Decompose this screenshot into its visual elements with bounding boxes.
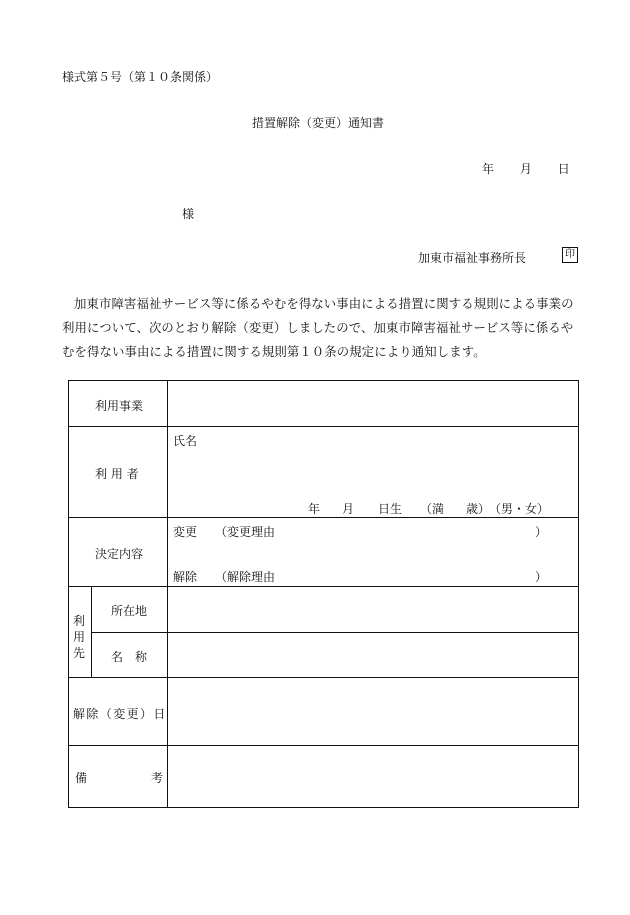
column-divider — [91, 586, 92, 677]
cancel-reason-label: （解除理由 — [215, 570, 276, 584]
addressee-suffix: 様 — [182, 207, 195, 221]
date-year-label: 年 — [482, 162, 495, 176]
issue-date — [482, 160, 570, 177]
seal-mark: 印 — [562, 247, 578, 263]
destination-name-field[interactable] — [171, 645, 576, 665]
user-label: 利 用 者 — [95, 467, 139, 481]
destination-address-field[interactable] — [171, 599, 576, 619]
user-name-label: 氏名 — [173, 434, 198, 448]
service-label: 利用事業 — [95, 399, 144, 413]
issuer-name: 加東市福祉事務所長 — [418, 251, 527, 265]
notice-table — [68, 380, 579, 808]
row-divider — [69, 677, 578, 678]
birth-year-label: 年 — [308, 502, 321, 516]
age-close-label: 歳） — [466, 502, 491, 516]
form-number: 様式第５号（第１０条関係） — [62, 70, 219, 84]
document-title: 措置解除（変更）通知書 — [252, 116, 385, 130]
row-divider — [69, 745, 578, 746]
change-label: 変更 — [173, 525, 198, 539]
remarks-field[interactable] — [171, 753, 576, 801]
service-field[interactable] — [171, 395, 576, 413]
user-name-field[interactable] — [173, 447, 573, 487]
change-reason-label: （変更理由 — [215, 525, 276, 539]
cancel-date-label: 解除（変更）日 — [73, 707, 167, 721]
row-divider — [69, 517, 578, 518]
age-open-label: （満 — [420, 502, 445, 516]
date-day-label: 日 — [557, 162, 570, 176]
cancel-label: 解除 — [173, 570, 198, 584]
cancel-reason-close: ） — [535, 570, 548, 584]
decision-label: 決定内容 — [95, 547, 144, 561]
cancel-date-field[interactable] — [171, 701, 576, 723]
destination-name-label: 名 称 — [111, 650, 148, 664]
row-divider — [69, 426, 578, 427]
sex-label: （男・女） — [489, 502, 550, 516]
row-divider — [69, 586, 578, 587]
destination-label: 利用先 — [73, 614, 86, 660]
change-reason-close: ） — [535, 525, 548, 539]
date-month-label: 月 — [519, 162, 532, 176]
remarks-label-right: 考 — [151, 771, 164, 785]
destination-address-label: 所在地 — [111, 604, 148, 618]
notice-body: 加東市障害福祉サービス等に係るやむを得ない事由による措置に関する規則による事業の利用について、次のとおり解除（変更）しましたので、加東市障害福祉サービス等に係るやむを得ない事由による措置に関する規則第１０条の規定により通知します。 — [62, 296, 574, 359]
column-divider — [167, 381, 168, 808]
remarks-label-left: 備 — [75, 771, 88, 785]
birth-day-label: 日生 — [378, 502, 403, 516]
row-divider — [91, 632, 578, 633]
birth-month-label: 月 — [342, 502, 355, 516]
